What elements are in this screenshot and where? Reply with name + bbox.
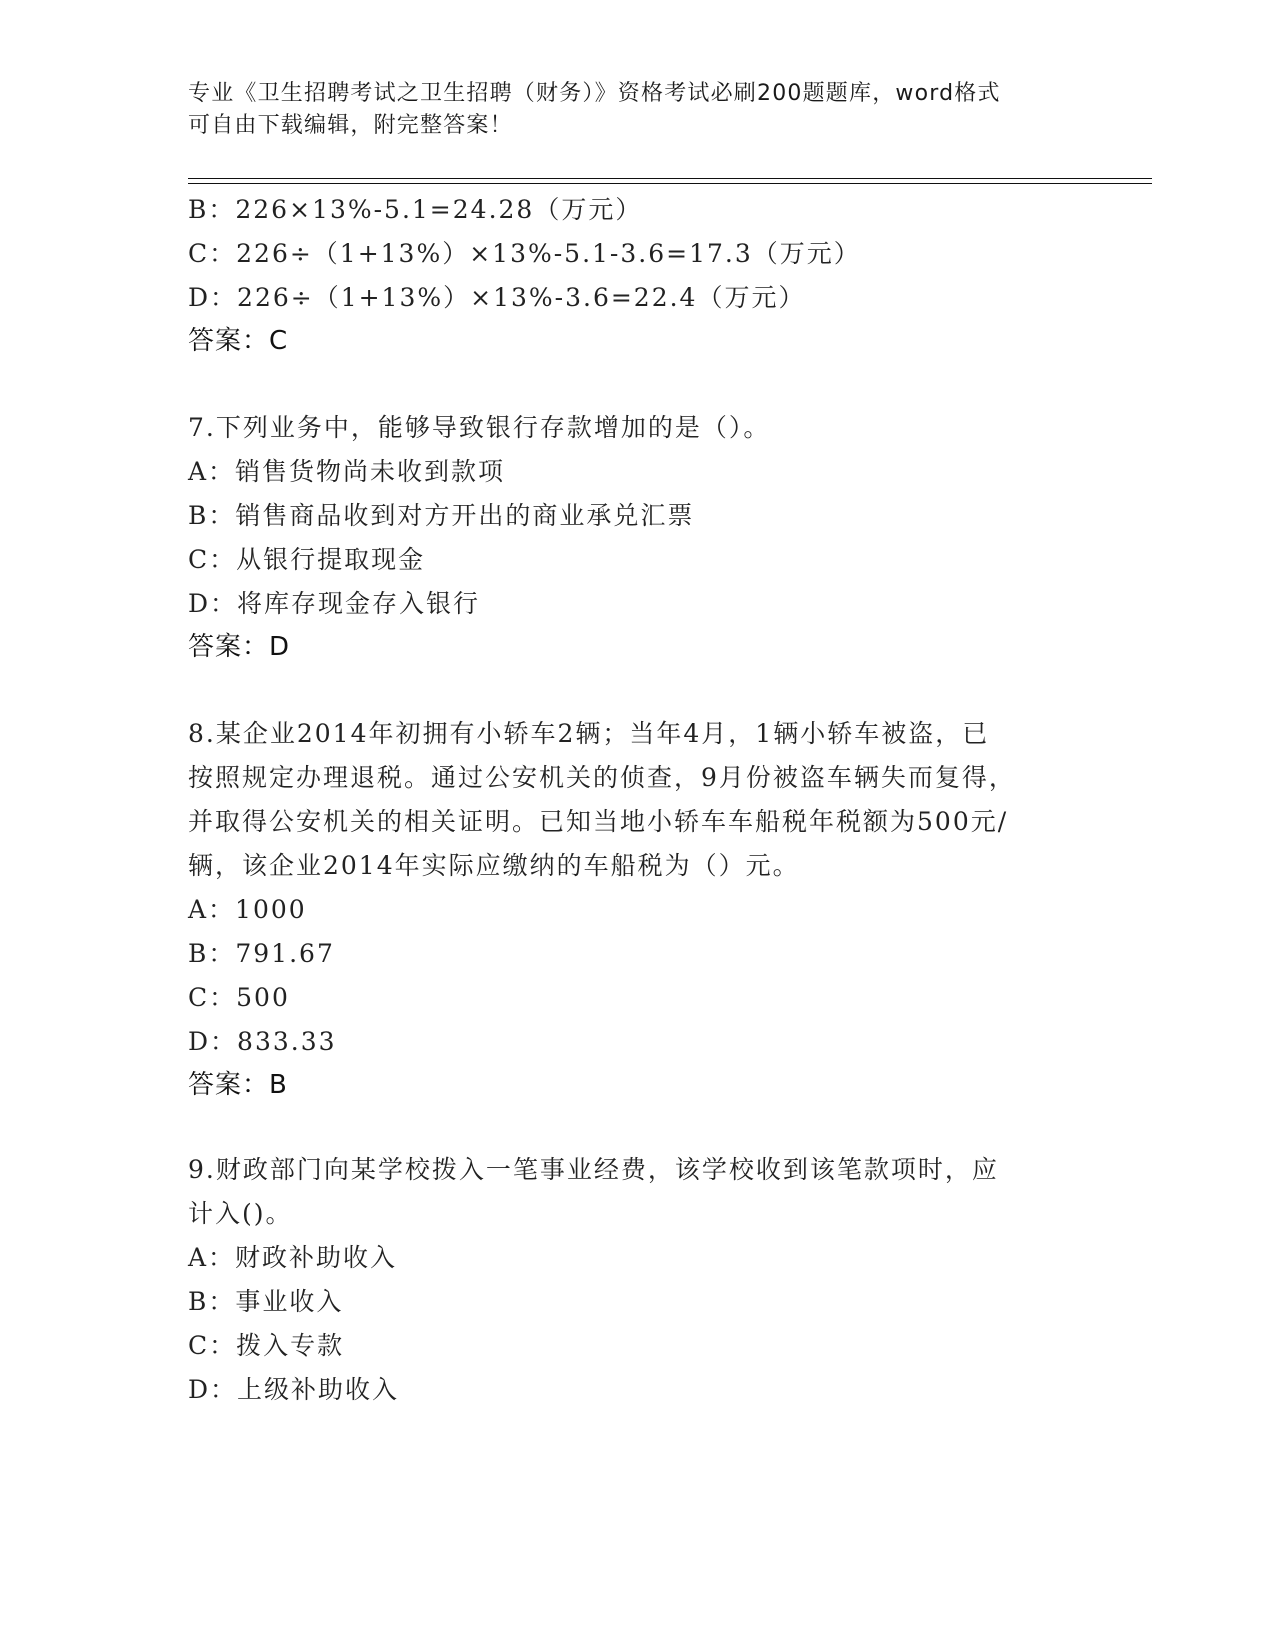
q8-option-d: D：833.33 bbox=[188, 1027, 337, 1056]
header-title-line-2: 可自由下载编辑，附完整答案！ bbox=[188, 113, 513, 138]
header-divider-bottom bbox=[188, 183, 1152, 184]
q9-option-d: D：上级补助收入 bbox=[188, 1375, 400, 1404]
q7-answer: 答案：D bbox=[188, 632, 291, 662]
q9-stem-line-2: 计入()。 bbox=[188, 1199, 293, 1228]
q8-stem-line-4: 辆，该企业2014年实际应缴纳的车船税为（）元。 bbox=[188, 851, 800, 880]
q8-stem-line-3: 并取得公安机关的相关证明。已知当地小轿车车船税年税额为500元/ bbox=[188, 807, 1009, 836]
q7-option-c: C：从银行提取现金 bbox=[188, 545, 426, 574]
q8-answer: 答案：B bbox=[188, 1070, 288, 1100]
q8-option-a: A：1000 bbox=[188, 895, 307, 924]
q9-option-a: A：财政补助收入 bbox=[188, 1243, 398, 1272]
q9-option-c: C：拨入专款 bbox=[188, 1331, 345, 1360]
q7-option-a: A：销售货物尚未收到款项 bbox=[188, 457, 506, 486]
q7-stem: 7.下列业务中，能够导致银行存款增加的是（）。 bbox=[188, 413, 771, 442]
q6-option-b: B：226×13%-5.1=24.28（万元） bbox=[188, 195, 643, 224]
q8-option-c: C：500 bbox=[188, 983, 290, 1012]
q8-stem-line-2: 按照规定办理退税。通过公安机关的侦查，9月份被盗车辆失而复得， bbox=[188, 763, 1016, 792]
header-title-line-1: 专业《卫生招聘考试之卫生招聘（财务）》资格考试必刷200题题库，word格式 bbox=[188, 81, 1001, 106]
q8-stem-line-1: 8.某企业2014年初拥有小轿车2辆；当年4月，1辆小轿车被盗，已 bbox=[188, 719, 990, 748]
q7-option-b: B：销售商品收到对方开出的商业承兑汇票 bbox=[188, 501, 695, 530]
q9-option-b: B：事业收入 bbox=[188, 1287, 344, 1316]
q8-option-b: B：791.67 bbox=[188, 939, 335, 968]
q6-answer: 答案：C bbox=[188, 326, 289, 356]
q7-option-d: D：将库存现金存入银行 bbox=[188, 589, 481, 618]
q9-stem-line-1: 9.财政部门向某学校拨入一笔事业经费，该学校收到该笔款项时，应 bbox=[188, 1155, 999, 1184]
header-divider-top bbox=[188, 178, 1152, 179]
q6-option-c: C：226÷（1+13%）×13%-5.1-3.6=17.3（万元） bbox=[188, 239, 861, 268]
q6-option-d: D：226÷（1+13%）×13%-3.6=22.4（万元） bbox=[188, 283, 806, 312]
